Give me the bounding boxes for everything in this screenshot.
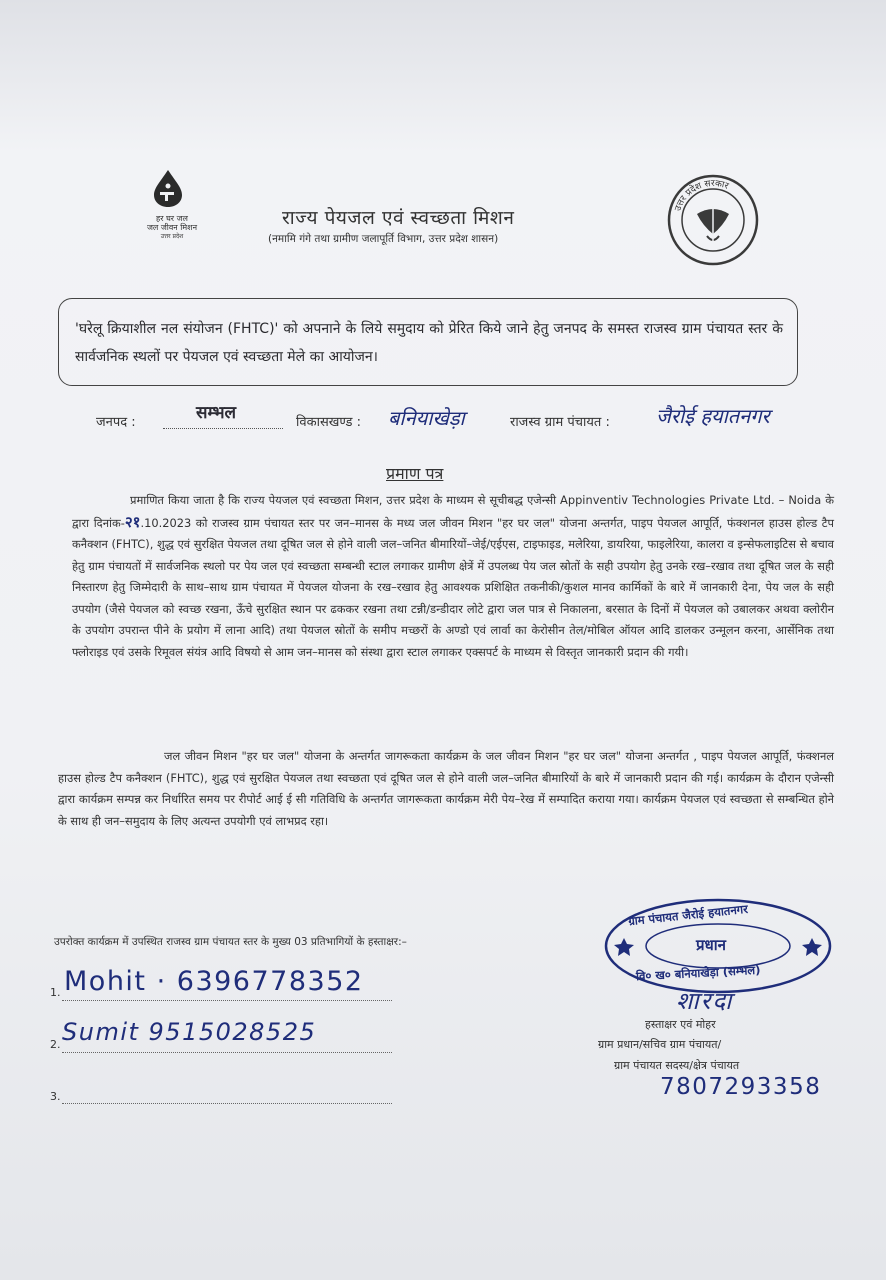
seal-text: उत्तर प्रदेश सरकार [673,178,730,213]
attendee-3-number: 3. [50,1090,61,1103]
header-subtitle: (नमामि गंगे तथा ग्रामीण जलापूर्ति विभाग, उत्तर प्रदेश शासन) [268,233,499,245]
vikaskhand-value: बनियाखेड़ा [388,406,465,430]
attendees-note: उपरोक्त कार्यक्रम में उपस्थित राजस्व ग्राम पंचायत स्तर के मुख्य 03 प्रतिभागियों के हस्ताक्षर:– [54,936,407,948]
certificate-paragraph-2: जल जीवन मिशन "हर घर जल" योजना के अन्तर्गत जागरूकता कार्यक्रम के जल जीवन मिशन "हर घर जल" योजना अन्तर्गत , पाइप पेयजल आपूर्ति, फंक्शनल हाउस होल्ड टैप कनैक्शन (FHTC), शुद्ध एवं सुरक्षित पेयजल तथा स्वच्छता एवं दूषित जल से होने वाली जल–जनित बीमारियों के बारे में जानकारी प्रदान की गई। कार्यक्रम के दौरान एजेन्सी द्वारा कार्यक्रम सम्पन्न कर निर्धारित समय पर रीपोर्ट आई ई सी गतिविधि के अन्तर्गत जागरूकता कार्यक्रम मेरी पेय–रेख में सम्पादित कराया गया। कार्यक्रम पेयजल एवं स्वच्छता से सम्बन्धित होने के साथ ही जन–समुदाय के लिए अत्यन्त उपयोगी एवं लाभप्रद रहा। [58,749,834,828]
janpad-label: जनपद : [96,415,136,430]
signatory-role-2: ग्राम पंचायत सदस्य/क्षेत्र पंचायत [614,1059,740,1072]
pradhan-signature: शारदा [676,987,734,1015]
attendee-3-line [62,1103,392,1104]
pradhan-phone-number: 7807293358 [660,1074,822,1100]
vikaskhand-label: विकासखण्ड : [296,415,362,430]
attendee-2-number: 2. [50,1038,61,1051]
logo-text-1: हर घर जल [156,214,188,223]
janpad-value: सम्भल [196,403,237,423]
para1-date-handwritten: २१ [124,512,141,531]
janpad-dotted-line [163,428,283,429]
stamp-line-2: प्रधान [696,936,726,954]
event-banner [58,298,798,386]
header-title: राज्य पेयजल एवं स्वच्छता मिशन [282,207,515,229]
logo-text-3: उत्तर प्रदेश [160,233,184,240]
para1-part-a: प्रमाणित किया जाता है कि राज्य पेयजल एवं स्वच्छता मिशन, उत्तर प्रदेश के माध्यम से सूचीबद्ध एजेन्सी Appinventiv Technologies Private Ltd. – Noida के द्वारा दिनांक- [72,493,834,530]
attendee-1-signature: Mohit · 6396778352 [64,966,364,997]
signature-caption: हस्ताक्षर एवं मोहर [645,1018,716,1031]
water-drop-icon [150,168,186,208]
para1-part-b: .10.2023 को राजस्व ग्राम पंचायत स्तर पर जन–मानस के मध्य जल जीवन मिशन "हर घर जल" योजना अन्तर्गत, पाइप पेयजल आपूर्ति, फंक्शनल हाउस होल्ड टैप कनैक्शन (FHTC), शुद्ध एवं सुरक्षित पेयजल तथा दूषित जल से होने वाली जल–जनित बीमारियों–जेई/एईएस, टाइफाइड, मलेरिया, डायरिया, फाइलेरिया, कालरा व इन्सेफलाइटिस से बचाव हेतु ग्राम पंचायतों में सार्वजनिक स्थलो पर पेय जल एवं स्वच्छता सम्बन्धी स्टाल लगाकर ग्रामीण क्षेत्रें में उपलब्ध पेय जल स्रोतों के सही उपयोग हेतु उनके रख–रखाव तथा दूषित जल के सही निस्तारण हेतु जिम्मेदारी के साथ–साथ ग्राम पंचायत में पेयजल योजना के रख–रखाव हेतु आवश्यक प्रशिक्षित तकनीकी/कुशल मानव कार्मिकों के बारे में जानकारी देना, पेय जल के सही उपयोग (जैसे पेयजल को स्वच्छ रखना, ऊँचे सुरक्षित स्थान पर ढककर रखना तथा टन्नी/डन्डीदार लोटे द्वारा जल पात्र से निकालना, बरसात के दिनों में पेयजल को उबालकर अथवा क्लोरीन के उपयोग उपरान्त पीने के प्रयोग में लाना आदि) तथा पेयजल स्रोतों के समीप मच्छरों के अण्डो एवं लार्वा का केरोसीन तेल/मोबिल ऑयल आदि डालकर उन्मूलन करना, आर्सेनिक तथा फ्लोराइड एवं उसके रिमूवल संयंत्र आदि विषयो से आम जन–मानस को संस्था द्वारा स्टाल लगाकर एक्सपर्ट के माध्यम से विस्तृत जानकारी प्रदान की गयी। [72,515,835,659]
svg-text:उत्तर प्रदेश सरकार [673,179,730,213]
banner-text: 'घरेलू क्रियाशील नल संयोजन (FHTC)' को अपनाने के लिये समुदाय को प्रेरित किये जाने हेतु जनपद के समस्त राजस्व ग्राम पंचायत स्तर के सार्वजनिक स्थलों पर पेयजल एवं स्वच्छता मेले का आयोजन। [75,321,783,365]
har-ghar-jal-logo [132,168,212,248]
certificate-paragraph-1 [72,490,834,663]
gram-panchayat-label: राजस्व ग्राम पंचायत : [510,415,610,430]
logo-text-2: जल जीवन मिशन [146,223,198,232]
certificate-title: प्रमाण पत्र [386,464,444,483]
signatory-role-1: ग्राम प्रधान/सचिव ग्राम पंचायत/ [598,1038,722,1051]
attendee-1-number: 1. [50,986,61,999]
attendee-2-line [62,1052,392,1053]
stamp-line-3: वि० ख० बनियाखेड़ा (सम्भल) [635,962,761,984]
attendee-1-line [62,1000,392,1001]
pradhan-stamp [600,894,836,998]
gram-panchayat-value: जैरोई हयातनगर [656,404,770,428]
stamp-line-1: ग्राम पंचायत जैरोई हयातनगर [627,901,749,929]
up-government-seal [667,174,759,266]
attendee-2-signature: Sumit 9515028525 [62,1018,317,1046]
